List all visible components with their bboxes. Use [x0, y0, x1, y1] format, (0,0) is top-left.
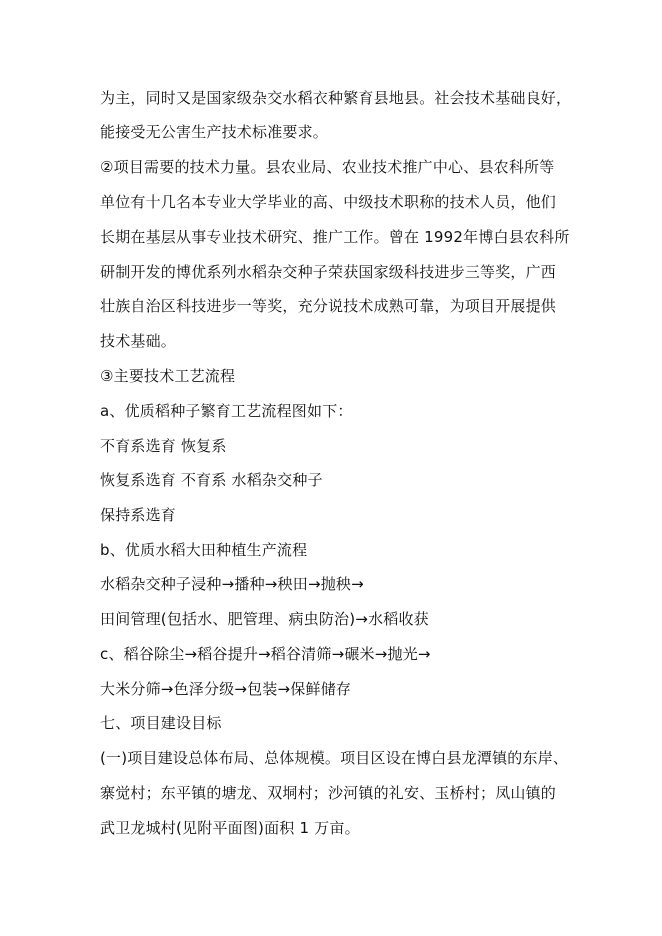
text-line: 单位有十几名本专业大学毕业的高、中级技术职称的技术人员，他们: [100, 193, 557, 211]
text-line: 水稻杂交种子浸种→播种→秧田→抛秧→: [100, 575, 364, 593]
text-line: 寨觉村；东平镇的塘龙、双垌村；沙河镇的礼安、玉桥村；凤山镇的: [100, 784, 557, 802]
text-line: c、稻谷除尘→稻谷提升→稻谷清筛→碾米→抛光→: [100, 645, 431, 663]
text-line: 武卫龙城村(见附平面图)面积 1 万亩。: [100, 819, 360, 837]
text-line: 研制开发的博优系列水稻杂交种子荣获国家级科技进步三等奖，广西: [100, 263, 557, 281]
text-line: ②项目需要的技术力量。县农业局、农业技术推广中心、县农科所等: [100, 158, 555, 176]
text-line: 不育系选育 恢复系: [100, 437, 227, 455]
text-line: 恢复系选育 不育系 水稻杂交种子: [100, 471, 323, 489]
text-line: 为主，同时又是国家级杂交水稻衣种繁育县地县。社会技术基础良好，: [100, 89, 572, 107]
section-heading: ③主要技术工艺流程: [100, 367, 236, 385]
text-line: b、优质水稻大田种植生产流程: [100, 541, 308, 559]
text-line: 技术基础。: [100, 332, 177, 350]
text-line: 能接受无公害生产技术标准要求。: [100, 123, 329, 141]
text-line: 保持系选育: [100, 506, 177, 524]
text-line: a、优质稻种子繁育工艺流程图如下：: [100, 402, 353, 420]
text-line: 长期在基层从事专业技术研究、推广工作。曾在 1992年博白县农科所: [100, 228, 570, 246]
text-line: 大米分筛→色泽分级→包装→保鲜储存: [100, 680, 352, 698]
text-line: 田间管理(包括水、肥管理、病虫防治)→水稻收获: [100, 610, 429, 628]
text-line: (一)项目建设总体布局、总体规模。项目区设在博白县龙潭镇的东岸、: [100, 749, 569, 767]
section-heading: 七、项目建设目标: [100, 714, 222, 732]
text-line: 壮族自治区科技进步一等奖，充分说技术成熟可靠，为项目开展提供: [100, 297, 557, 315]
